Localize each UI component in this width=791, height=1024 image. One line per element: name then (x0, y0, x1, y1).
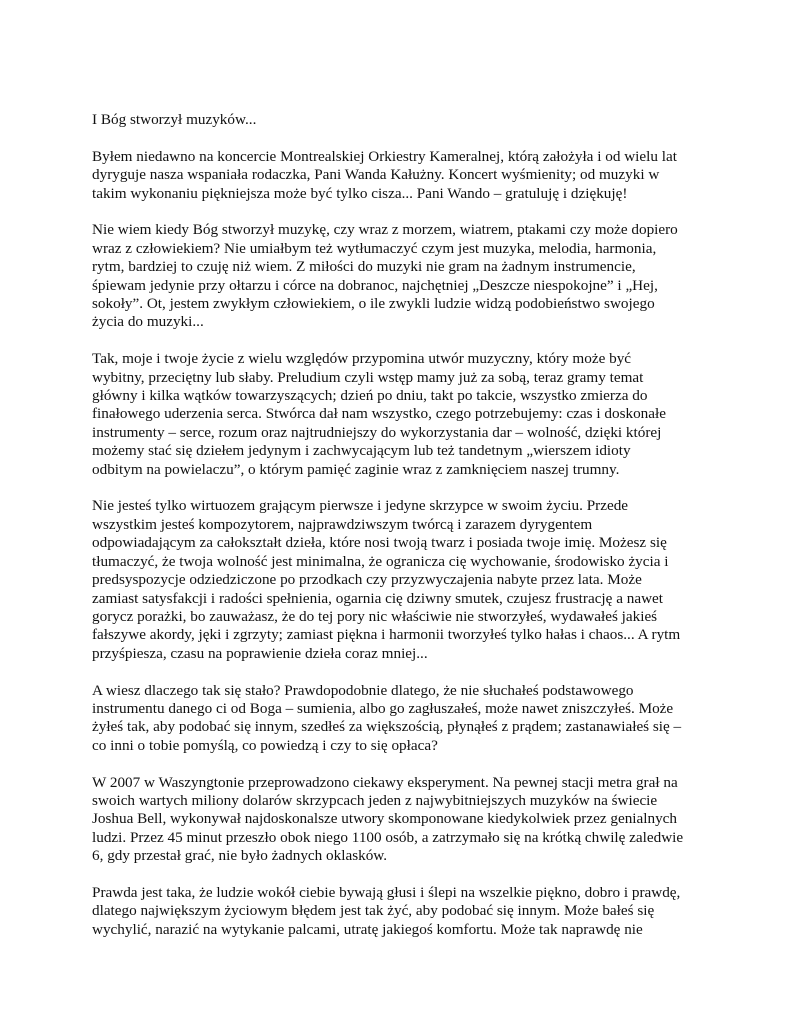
text-line: możemy stać się dziełem jedynym i zachwycającym lub też tandetnym „wierszem idioty (92, 442, 631, 460)
paragraph (92, 221, 732, 331)
text-line: ludzi. Przez 45 minut przeszło obok niego 1100 osób, a zatrzymało się na krótką chwilę zaledwie (92, 828, 684, 846)
text-line: odpowiadającym za całokształt dzieła, które nosi twoją twarz i posiada twoje imię. Możesz się (92, 534, 667, 552)
paragraph (92, 497, 732, 663)
text-line: Nie wiem kiedy Bóg stworzył muzykę, czy wraz z morzem, wiatrem, ptakami czy może dopiero (92, 221, 678, 239)
text-line: główny i kilka wątków towarzyszących; dzień po dniu, takt po takcie, wszystko zmierza do (92, 387, 648, 405)
paragraph (92, 682, 732, 756)
text-line: instrumentu danego ci od Boga – sumienia, albo go zagłuszałeś, może nawet zniszczyłeś. Może (92, 699, 674, 717)
text-line: śpiewam jedynie przy ołtarzu i córce na dobranoc, najchętniej „Deszcze niespokojne” i „Hej, (92, 276, 658, 294)
text-line: wybitny, przeciętny lub słaby. Preludium czyli wstęp mamy już za sobą, teraz gramy temat (92, 368, 644, 386)
text-line: gorycz porażki, bo zauważasz, że do tej pory nic właściwie nie stworzyłeś, wydawałeś jakieś (92, 607, 658, 625)
text-line: Prawda jest taka, że ludzie wokół ciebie bywają głusi i ślepi na wszelkie piękno, dobro i prawdę, (92, 883, 681, 901)
text-line: odbitym na powielaczu”, o którym pamięć zaginie wraz z zamknięciem naszej trumny. (92, 460, 620, 478)
text-line: życia do muzyki... (92, 313, 204, 331)
text-line: dyryguje nasza wspaniała rodaczka, Pani Wanda Kałużny. Koncert wyśmienity; od muzyki w (92, 166, 660, 184)
paragraph-list (92, 148, 732, 939)
paragraph (92, 884, 732, 939)
text-line: wraz z człowiekiem? Nie umiałbym też wytłumaczyć czym jest muzyka, melodia, harmonia, (92, 239, 657, 257)
text-line: Byłem niedawno na koncercie Montrealskiej Orkiestry Kameralnej, którą założyła i od wielu lat (92, 147, 677, 165)
paragraph (92, 350, 732, 479)
text-line: Nie jesteś tylko wirtuozem grającym pierwsze i jedyne skrzypce w swoim życiu. Przede (92, 497, 629, 515)
paragraph (92, 148, 732, 203)
text-line: swoich wartych miliony dolarów skrzypcach jeden z najwybitniejszych muzyków na świecie (92, 791, 658, 809)
text-line: takim wykonaniu piękniejsza może być tylko cisza... Pani Wando – gratuluję i dziękuję! (92, 184, 628, 202)
text-line: tłumaczyć, że twoja wolność jest minimalna, że ogranicza cię wychowanie, środowisko życia i (92, 552, 669, 570)
text-line: Tak, moje i twoje życie z wielu względów przypomina utwór muzyczny, który może być (92, 350, 632, 368)
text-line: Joshua Bell, wykonywał najdoskonalsze utwory skomponowane kiedykolwiek przez genialnych (92, 810, 678, 828)
text-line: zamiast satysfakcji i radości spełnienia, ogarnia cię dziwny smutek, czujesz frustrację a nawet (92, 589, 663, 607)
text-line: wychylić, narazić na wytykanie palcami, utratę jakiegoś komfortu. Może tak naprawdę nie (92, 920, 643, 938)
text-line: finałowego uderzenia serca. Stwórca dał nam wszystko, czego potrzebujemy: czas i doskonałe (92, 405, 666, 423)
document-body (92, 111, 732, 958)
text-line: predsyspozycje odziedziczone po przodkach czy przyzwyczajenia nabyte przez lata. Może (92, 571, 642, 589)
text-line: rytm, bardziej to czuję niż wiem. Z miłości do muzyki nie gram na żadnym instrumencie, (92, 258, 636, 276)
text-line: instrumenty – serce, rozum oraz najtrudniejszy do wykorzystania dar – wolność, dzięki której (92, 423, 662, 441)
text-line: A wiesz dlaczego tak się stało? Prawdopodobnie dlatego, że nie słuchałeś podstawowego (92, 681, 634, 699)
text-line: żyłeś tak, aby podobać się innym, szedłeś za większością, płynąłeś z prądem; zastanawiałeś się – (92, 718, 682, 736)
text-line: W 2007 w Waszyngtonie przeprowadzono ciekawy eksperyment. Na pewnej stacji metra grał na (92, 773, 678, 791)
text-line: dlatego największym życiowym błędem jest tak żyć, aby podobać się innym. Może bałeś się (92, 902, 655, 920)
text-line: wszystkim jesteś kompozytorem, najprawdziwszym twórcą i zarazem dyrygentem (92, 515, 593, 533)
document-title (92, 111, 732, 129)
text-line: fałszywe akordy, jęki i zgrzyty; zamiast piękna i harmonii tworzyłeś tylko hałas i chaos... A rytm (92, 626, 681, 644)
text-line: co inni o tobie pomyślą, co powiedzą i czy to się opłaca? (92, 736, 438, 754)
title-line: I Bóg stworzył muzyków... (92, 111, 257, 128)
text-line: sokoły”. Ot, jestem zwykłym człowiekiem, o ile zwykli ludzie widzą podobieństwo swojego (92, 295, 655, 313)
paragraph (92, 774, 732, 866)
text-line: przyśpiesza, czasu na poprawienie dzieła coraz mniej... (92, 644, 428, 662)
text-line: 6, gdy przestał grać, nie było żadnych oklasków. (92, 847, 388, 865)
